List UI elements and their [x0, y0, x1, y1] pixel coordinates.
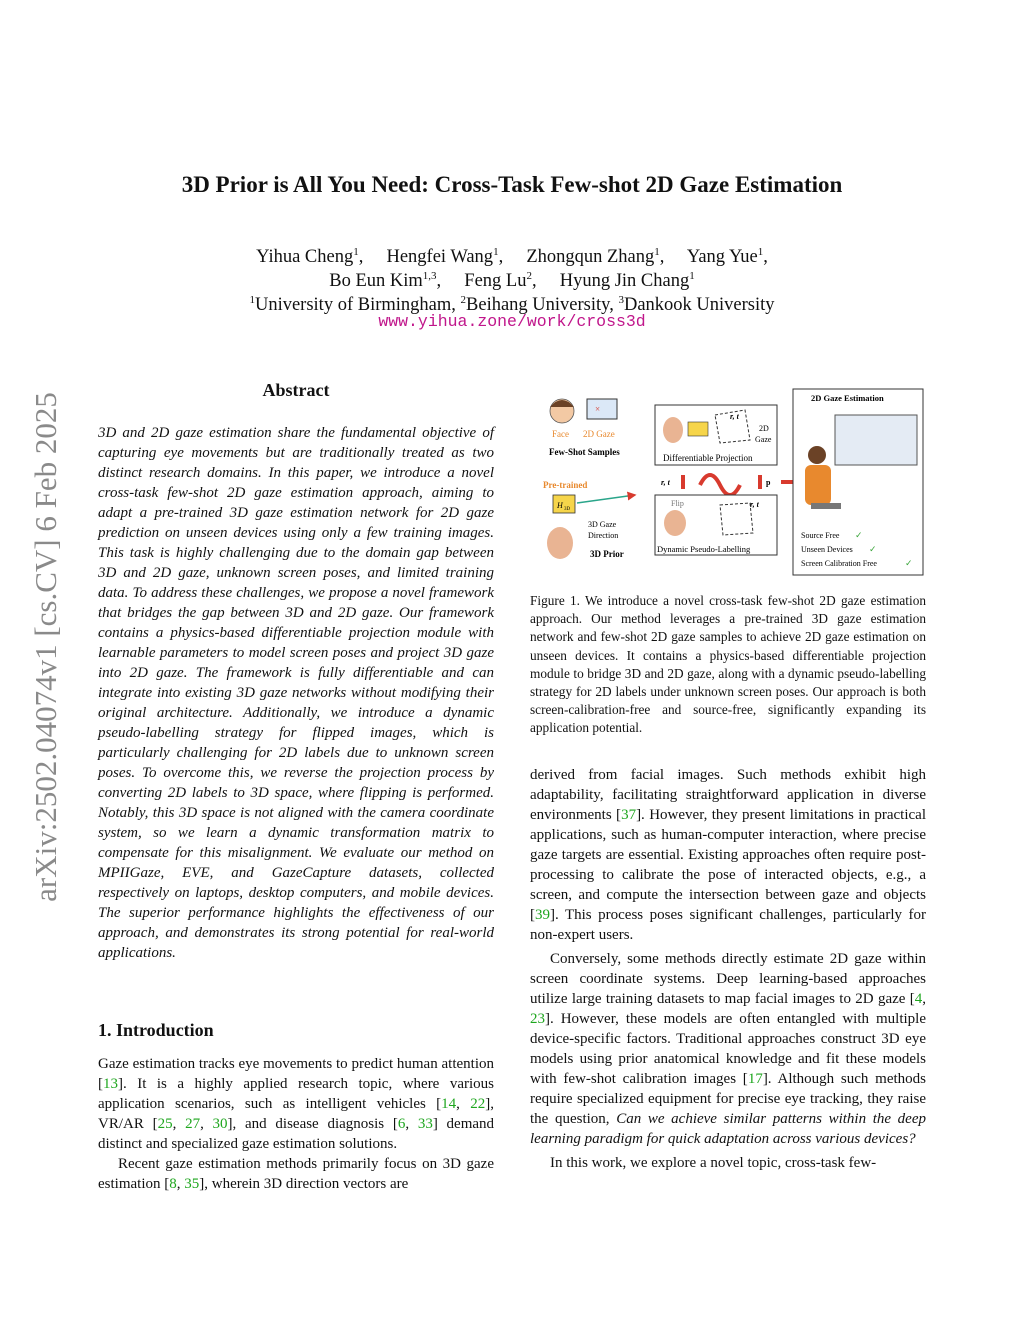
diffproj-label: Differentiable Projection — [663, 453, 753, 463]
citation-link[interactable]: 8 — [169, 1176, 177, 1192]
dir2-label: Direction — [588, 531, 619, 540]
chair-icon — [811, 503, 841, 509]
text-run: ], VR/AR [ — [98, 1096, 495, 1132]
figure-1-diagram — [535, 385, 927, 580]
text-run: , — [922, 991, 926, 1007]
face-icon — [664, 510, 686, 536]
intro-heading: 1. Introduction — [98, 1020, 214, 1040]
text-run: ] demand distinct and specialized gaze estimation solutions. — [98, 1116, 495, 1152]
text-run: ]. However, these models are often entangled with multiple device-specific factors. Traditional approaches construct 3D eye models using prior anatomical knowledge and fit these models with few-shot calibration images [ — [530, 1011, 926, 1087]
text-run: , — [200, 1116, 213, 1132]
citation-link[interactable]: 14 — [441, 1096, 457, 1112]
cycle-arrow-icon — [700, 475, 740, 495]
text-run: , — [405, 1116, 418, 1132]
aff-mark: 1 — [689, 270, 695, 282]
author-hyung: Hyung Jin Chang — [559, 271, 690, 292]
project-url[interactable]: www.yihua.zone/work/cross3d — [378, 312, 646, 331]
text-run: ]. It is a highly applied research topic, where various application scenarios, such as intelligent vehicles [ — [98, 1076, 494, 1112]
check-icon: ✓ — [855, 530, 863, 540]
network-block-icon — [688, 422, 708, 436]
person-body-icon — [805, 465, 831, 505]
source-free-label: Source Free — [801, 531, 840, 540]
citation-link[interactable]: 33 — [417, 1116, 433, 1132]
author-boeun: Bo Eun Kim — [329, 271, 423, 292]
arxiv-watermark — [24, 362, 68, 932]
text-run: Gaze estimation tracks eye movements to predict human attention [ — [98, 1056, 494, 1092]
citation-link[interactable]: 22 — [470, 1096, 486, 1112]
author-line-2: Bo Eun Kim$^{1,3}$, Feng Lu$^2$, Hyung Jin Chang$^1$ — [329, 270, 695, 292]
text-run-italic: Can we achieve similar patterns within the deep learning paradigm for quick adaptation across various devices? — [530, 1111, 927, 1147]
text-run: ], and disease diagnosis [ — [227, 1116, 398, 1132]
text-run: Recent gaze estimation methods primarily focus on 3D gaze estimation [ — [98, 1156, 494, 1192]
text-run: ]. Although such methods require specialized equipment for precise eye tracking, they raise the question, — [530, 1071, 926, 1127]
h3d-label: H — [557, 501, 563, 510]
diff-projection-block — [655, 405, 777, 465]
flip-label: Flip — [671, 499, 684, 508]
arxiv-id: arXiv:2502.04074v1 [cs.CV] 6 Feb 2025 — [28, 392, 63, 902]
target-mark-icon: × — [595, 404, 601, 414]
fewshot-label: Few-Shot Samples — [549, 447, 620, 457]
text-run: , — [172, 1116, 186, 1132]
citation-link[interactable]: 39 — [535, 907, 550, 923]
monitor-icon — [835, 415, 917, 465]
abstract-heading: Abstract — [262, 380, 330, 400]
right-paragraph-2 — [530, 949, 926, 1149]
face-icon — [663, 417, 683, 443]
aff-mark: 2 — [526, 270, 532, 282]
citation-link[interactable]: 25 — [157, 1116, 173, 1132]
aff-mark: 2 — [460, 294, 467, 306]
citation-link[interactable]: 23 — [530, 1011, 545, 1027]
rt-label-2: r, t — [661, 478, 670, 487]
prior-block — [543, 480, 635, 559]
citation-link[interactable]: 35 — [184, 1176, 200, 1192]
intro-paragraph-1 — [98, 1054, 494, 1154]
text-run: ], wherein 3D direction vectors are — [199, 1176, 409, 1192]
screen-icon — [587, 399, 617, 419]
check-icon: ✓ — [869, 544, 877, 554]
author-feng: Feng Lu — [464, 271, 527, 292]
prior-label: 3D Prior — [590, 549, 624, 559]
p-label: p — [766, 478, 771, 487]
hair-icon — [550, 400, 574, 407]
pretrained-label: Pre-trained — [543, 480, 588, 490]
gaze-arrow-icon — [577, 495, 635, 503]
citation-link[interactable]: 17 — [747, 1071, 763, 1087]
right-paragraph-3: In this work, we explore a novel topic, cross-task few- — [550, 1155, 877, 1171]
aff-mark: 1 — [353, 246, 359, 258]
author-hengfei: Hengfei Wang — [386, 247, 494, 268]
check-icon: ✓ — [905, 558, 913, 568]
intro-paragraph-2 — [98, 1154, 494, 1194]
dir1-label: 3D Gaze — [588, 520, 617, 529]
est-label: 2D Gaze Estimation — [811, 393, 884, 403]
author-zhongqun: Zhongqun Zhang — [526, 247, 655, 268]
dyn-label: Dynamic Pseudo-Labelling — [657, 544, 751, 554]
aff-mark: 1 — [249, 294, 255, 306]
text-run: , — [176, 1176, 185, 1192]
text-run: , — [456, 1096, 471, 1112]
gaze2d-label: 2D Gaze — [583, 429, 615, 439]
text-run: ]. However, they present limitations in practical applications, such as human-computer interaction, where precise gaze targets are essential. Existing approaches often require post-processing to calibrate the pose of interacted objects, e.g., a screen, and compute the intersection between gaze and objects [ — [530, 807, 926, 923]
h3d-sub: 3D — [564, 507, 571, 512]
few-shot-samples — [549, 399, 620, 457]
g2d2-label: Gaze — [755, 435, 772, 444]
face-3d-icon — [547, 527, 573, 559]
paper-title: 3D Prior is All You Need: Cross-Task Few-shot 2D Gaze Estimation — [181, 172, 843, 197]
right-paragraph-1 — [530, 765, 926, 945]
person-head-icon — [808, 446, 826, 464]
aff-mark: 3 — [618, 294, 624, 306]
text-run: derived from facial images. Such methods exhibit high adaptability, facilitating straightforward application in diverse environments [ — [530, 767, 926, 823]
right-column-text — [530, 765, 926, 1173]
estimation-block — [793, 389, 923, 575]
rt-label: r, t — [730, 412, 739, 421]
figure-1 — [535, 385, 927, 580]
abstract-text: 3D and 2D gaze estimation share the fundamental objective of capturing eye movements but are traditionally treated as two distinct research domains. In this paper, we introduce a novel cross-task few-shot 2D gaze estimation approach, aiming to adapt a pre-trained 3D gaze estimation network for 2D gaze prediction on unseen devices using only a few training images. This task is highly challenging due to the domain gap between 3D and 2D gaze, unknown screen poses, and limited training data. To address these challenges, we propose a novel framework that bridges the gap between 3D and 2D gaze. Our framework contains a physics-based differentiable projection module with learnable parameters to model screen poses and project 3D gaze into 2D gaze. The framework is fully differentiable and can integrate into existing 3D gaze networks without modifying their original architecture. Additionally, we introduce a dynamic pseudo-labelling strategy for flipped images, which is particularly challenging for 2D labels due to unknown screen poses. To overcome this, we reverse the projection process by converting 2D labels to 3D space, where flipping is performed. Notably, this 3D space is not aligned with the camera coordinate system, so we learn a dynamic transformation matrix to compensate for this misalignment. We evaluate our method on MPIIGaze, EVE, and GazeCapture datasets, collected respectively on laptops, desktop computers, and mobile devices. The superior performance highlights the effectiveness of our approach, and demonstrates its strong potential for real-world applications. — [98, 425, 494, 961]
author-yihua: Yihua Cheng — [256, 247, 354, 268]
citation-link[interactable]: 6 — [397, 1116, 406, 1132]
g2d1-label: 2D — [759, 424, 769, 433]
rt-label-3: r, t — [750, 500, 759, 509]
figure-caption: Figure 1. We introduce a novel cross-task few-shot 2D gaze estimation approach. Our method leverages a pre-trained 3D gaze estimation network and few-shot 2D gaze samples to achieve 2D gaze estimation on unseen devices. It contains a physics-based differentiable projection module to bridge 3D and 2D gaze, along with a dynamic pseudo-labelling strategy for 2D labels under unknown screen poses. Our approach is both screen-calibration-free and source-free, significantly expanding its application potential. — [530, 593, 926, 736]
aff-mark: 1 — [757, 246, 764, 258]
text-run: ]. This process poses significant challenges, particularly for non-expert users. — [530, 907, 926, 943]
aff-beihang: Beihang University, — [466, 295, 619, 316]
pseudo-label-block — [655, 495, 777, 555]
face-label: Face — [552, 429, 569, 439]
aff-mark: 1 — [654, 246, 660, 258]
author-line-1: Yihua Cheng$^1$, Hengfei Wang$^1$, Zhongqun Zhang$^1$, Yang Yue$^1$, — [256, 246, 768, 268]
intro-text — [98, 1054, 494, 1194]
unseen-devices-label: Unseen Devices — [801, 545, 853, 554]
citation-link[interactable]: 4 — [914, 991, 923, 1007]
text-run: Conversely, some methods directly estimate 2D gaze within screen coordinate systems. Deep learning-based approaches utilize large training datasets to map facial images to 2D gaze [ — [530, 951, 926, 1007]
aff-mark: 1,3 — [422, 270, 437, 282]
citation-link[interactable]: 13 — [103, 1076, 118, 1092]
citation-link[interactable]: 37 — [621, 807, 637, 823]
cycle-arrows — [661, 475, 797, 495]
calib-free-label: Screen Calibration Free — [801, 559, 877, 568]
aff-birmingham: University of Birmingham, — [254, 295, 461, 316]
aff-dankook: Dankook University — [623, 295, 775, 316]
citation-link[interactable]: 30 — [212, 1116, 228, 1132]
citation-link[interactable]: 27 — [185, 1116, 201, 1132]
aff-mark: 1 — [493, 246, 499, 258]
author-yang: Yang Yue — [686, 247, 758, 268]
